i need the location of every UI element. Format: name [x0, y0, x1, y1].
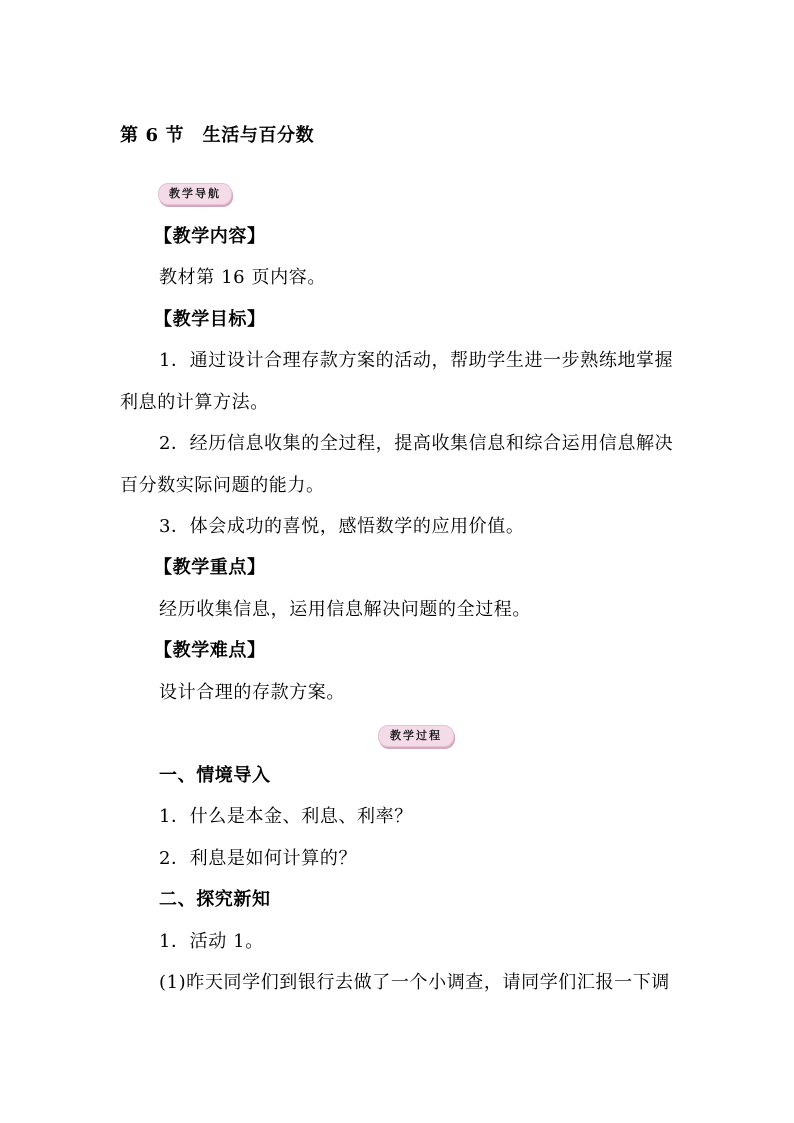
difficult-points-heading: 【教学难点】 [154, 640, 266, 661]
teaching-guide-badge: 教学导航 [158, 183, 232, 205]
goal-3: 3．体会成功的喜悦，感悟数学的应用价值。 [159, 516, 525, 537]
goal-1-line-1: 1．通过设计合理存款方案的活动，帮助学生进一步熟练地掌握 [159, 350, 674, 371]
goal-1-line-2: 利息的计算方法。 [120, 392, 269, 413]
page-title: 第 6 节 生活与百分数 [120, 125, 315, 146]
teaching-process-badge: 教学过程 [378, 725, 454, 747]
teaching-goals-heading: 【教学目标】 [154, 309, 266, 330]
goal-2-line-1: 2．经历信息收集的全过程，提高收集信息和综合运用信息解决 [159, 433, 674, 454]
section-1-heading: 一、情境导入 [159, 765, 271, 786]
activity-1-label: 1．活动 1。 [159, 931, 264, 952]
teaching-content-text: 教材第 16 页内容。 [159, 267, 326, 288]
teaching-content-heading: 【教学内容】 [154, 226, 266, 247]
section-2-heading: 二、探究新知 [159, 889, 271, 910]
activity-1-text: (1)昨天同学们到银行去做了一个小调查，请同学们汇报一下调 [159, 972, 670, 993]
question-1: 1．什么是本金、利息、利率？ [159, 806, 413, 827]
key-points-heading: 【教学重点】 [154, 557, 266, 578]
question-2: 2．利息是如何计算的？ [159, 848, 358, 869]
key-points-text: 经历收集信息，运用信息解决问题的全过程。 [159, 599, 531, 620]
goal-2-line-2: 百分数实际问题的能力。 [120, 475, 325, 496]
difficult-points-text: 设计合理的存款方案。 [159, 682, 345, 703]
